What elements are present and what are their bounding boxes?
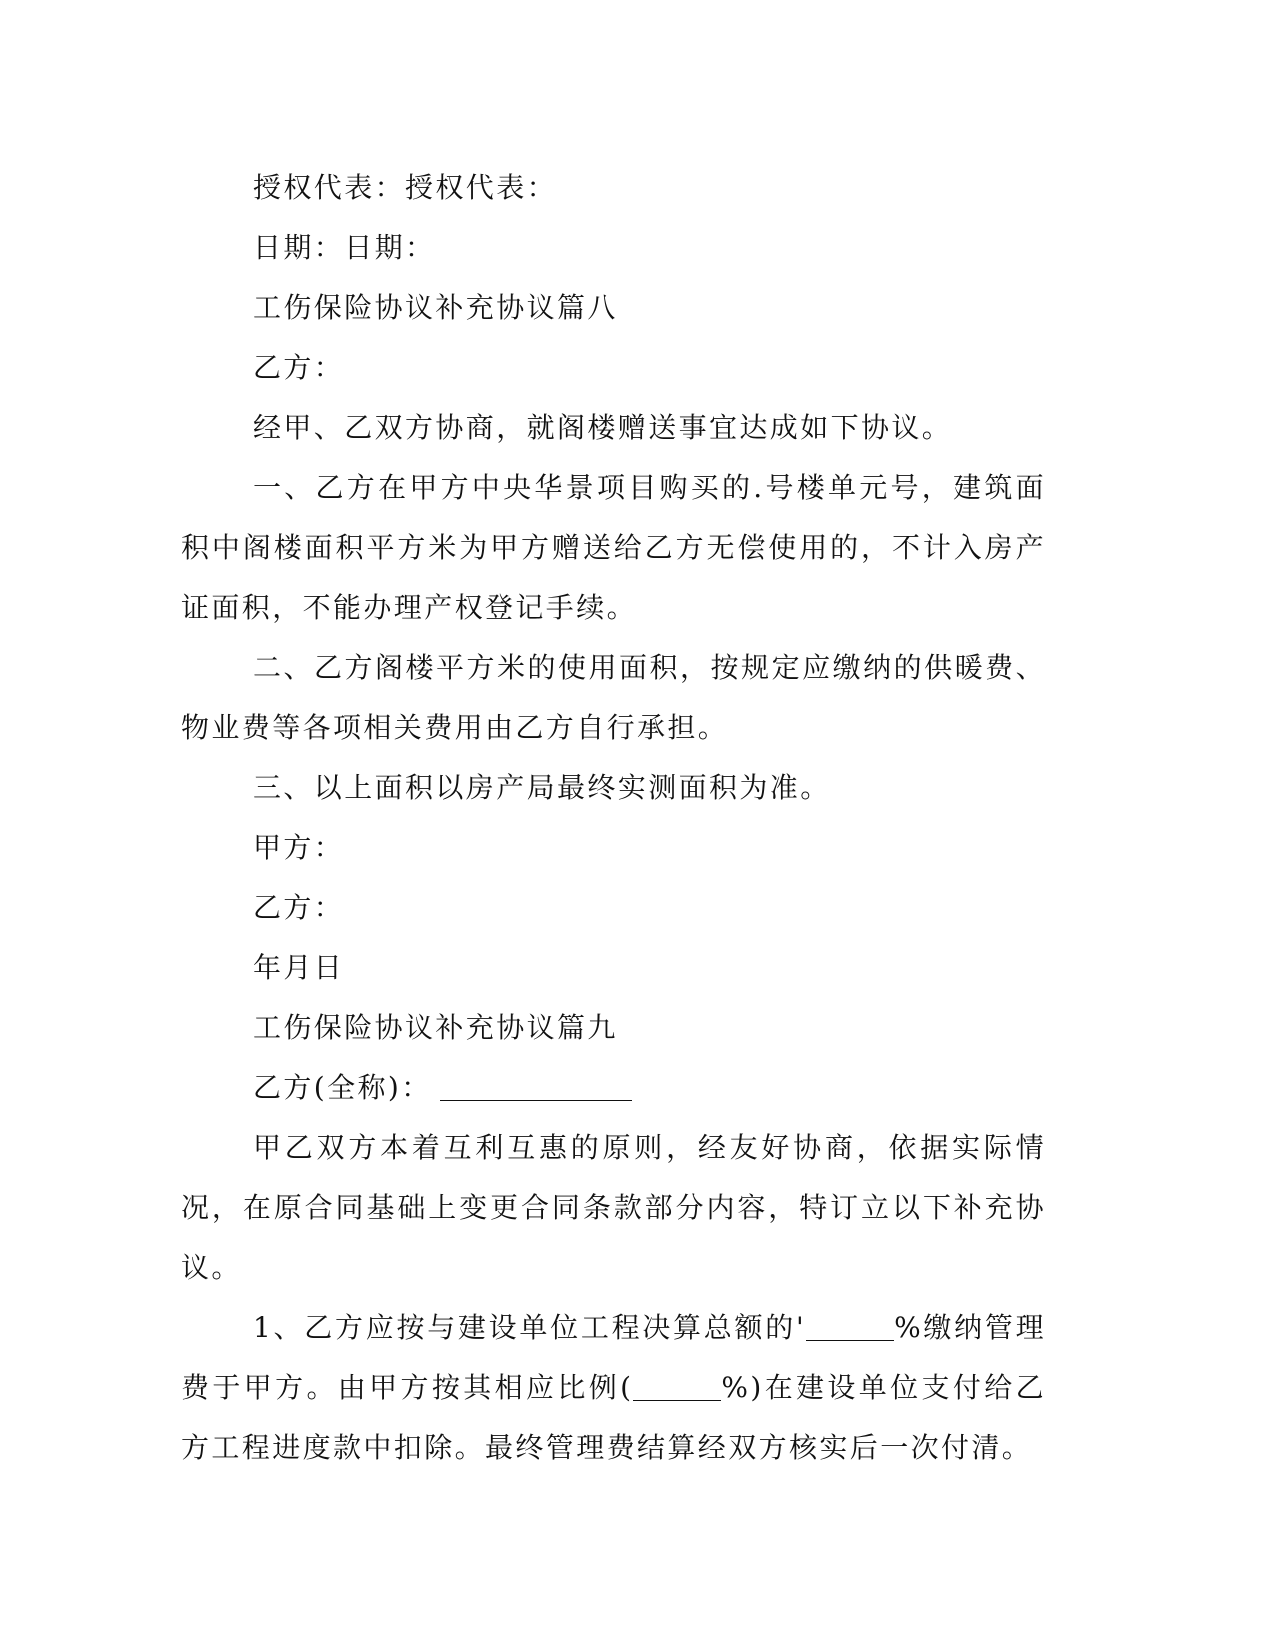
section-title-eight: 工伤保险协议补充协议篇八 bbox=[253, 291, 618, 324]
party-b-full-name-line bbox=[181, 1058, 1046, 1118]
clause-1-part-b: %缴纳管理费于甲方。由甲方按其相应比例( bbox=[181, 1311, 1046, 1404]
clause-1-part-a: 1、乙方应按与建设单位工程决算总额的' bbox=[253, 1311, 807, 1344]
ratio-percent-blank bbox=[633, 1370, 721, 1401]
clause-1-management-fee bbox=[181, 1298, 1046, 1478]
section-title-nine: 工伤保险协议补充协议篇九 bbox=[253, 1011, 618, 1044]
dates-line: 日期：日期： bbox=[253, 231, 436, 264]
clause-1-part-c: %)在建设单位支付给乙方工程进度款中扣除。最终管理费结算经双方核实后一次付清。 bbox=[181, 1371, 1046, 1464]
party-b-line: 乙方： bbox=[253, 351, 345, 384]
party-a-signature: 甲方： bbox=[253, 831, 345, 864]
clause-three-area: 三、以上面积以房产局最终实测面积为准。 bbox=[253, 771, 831, 804]
clause-one-attic: 一、乙方在甲方中央华景项目购买的.号楼单元号，建筑面积中阁楼面积平方米为甲方赠送给乙方无偿使用的，不计入房产证面积，不能办理产权登记手续。 bbox=[181, 471, 1046, 624]
agreement-intro: 经甲、乙双方协商，就阁楼赠送事宜达成如下协议。 bbox=[253, 411, 953, 444]
date-line: 年月日 bbox=[253, 951, 345, 984]
clause-two-fees: 二、乙方阁楼平方米的使用面积，按规定应缴纳的供暖费、物业费等各项相关费用由乙方自行承担。 bbox=[181, 651, 1046, 744]
document-body bbox=[181, 158, 1046, 1478]
supplement-intro: 甲乙双方本着互利互惠的原则，经友好协商，依据实际情况，在原合同基础上变更合同条款部分内容，特订立以下补充协议。 bbox=[181, 1131, 1046, 1284]
party-b-name-blank bbox=[440, 1070, 632, 1101]
authorized-representatives-line: 授权代表：授权代表： bbox=[253, 171, 558, 204]
fee-percent-blank bbox=[806, 1310, 894, 1341]
party-b-signature: 乙方： bbox=[253, 891, 345, 924]
party-b-full-name-label: 乙方(全称)： bbox=[253, 1071, 432, 1104]
